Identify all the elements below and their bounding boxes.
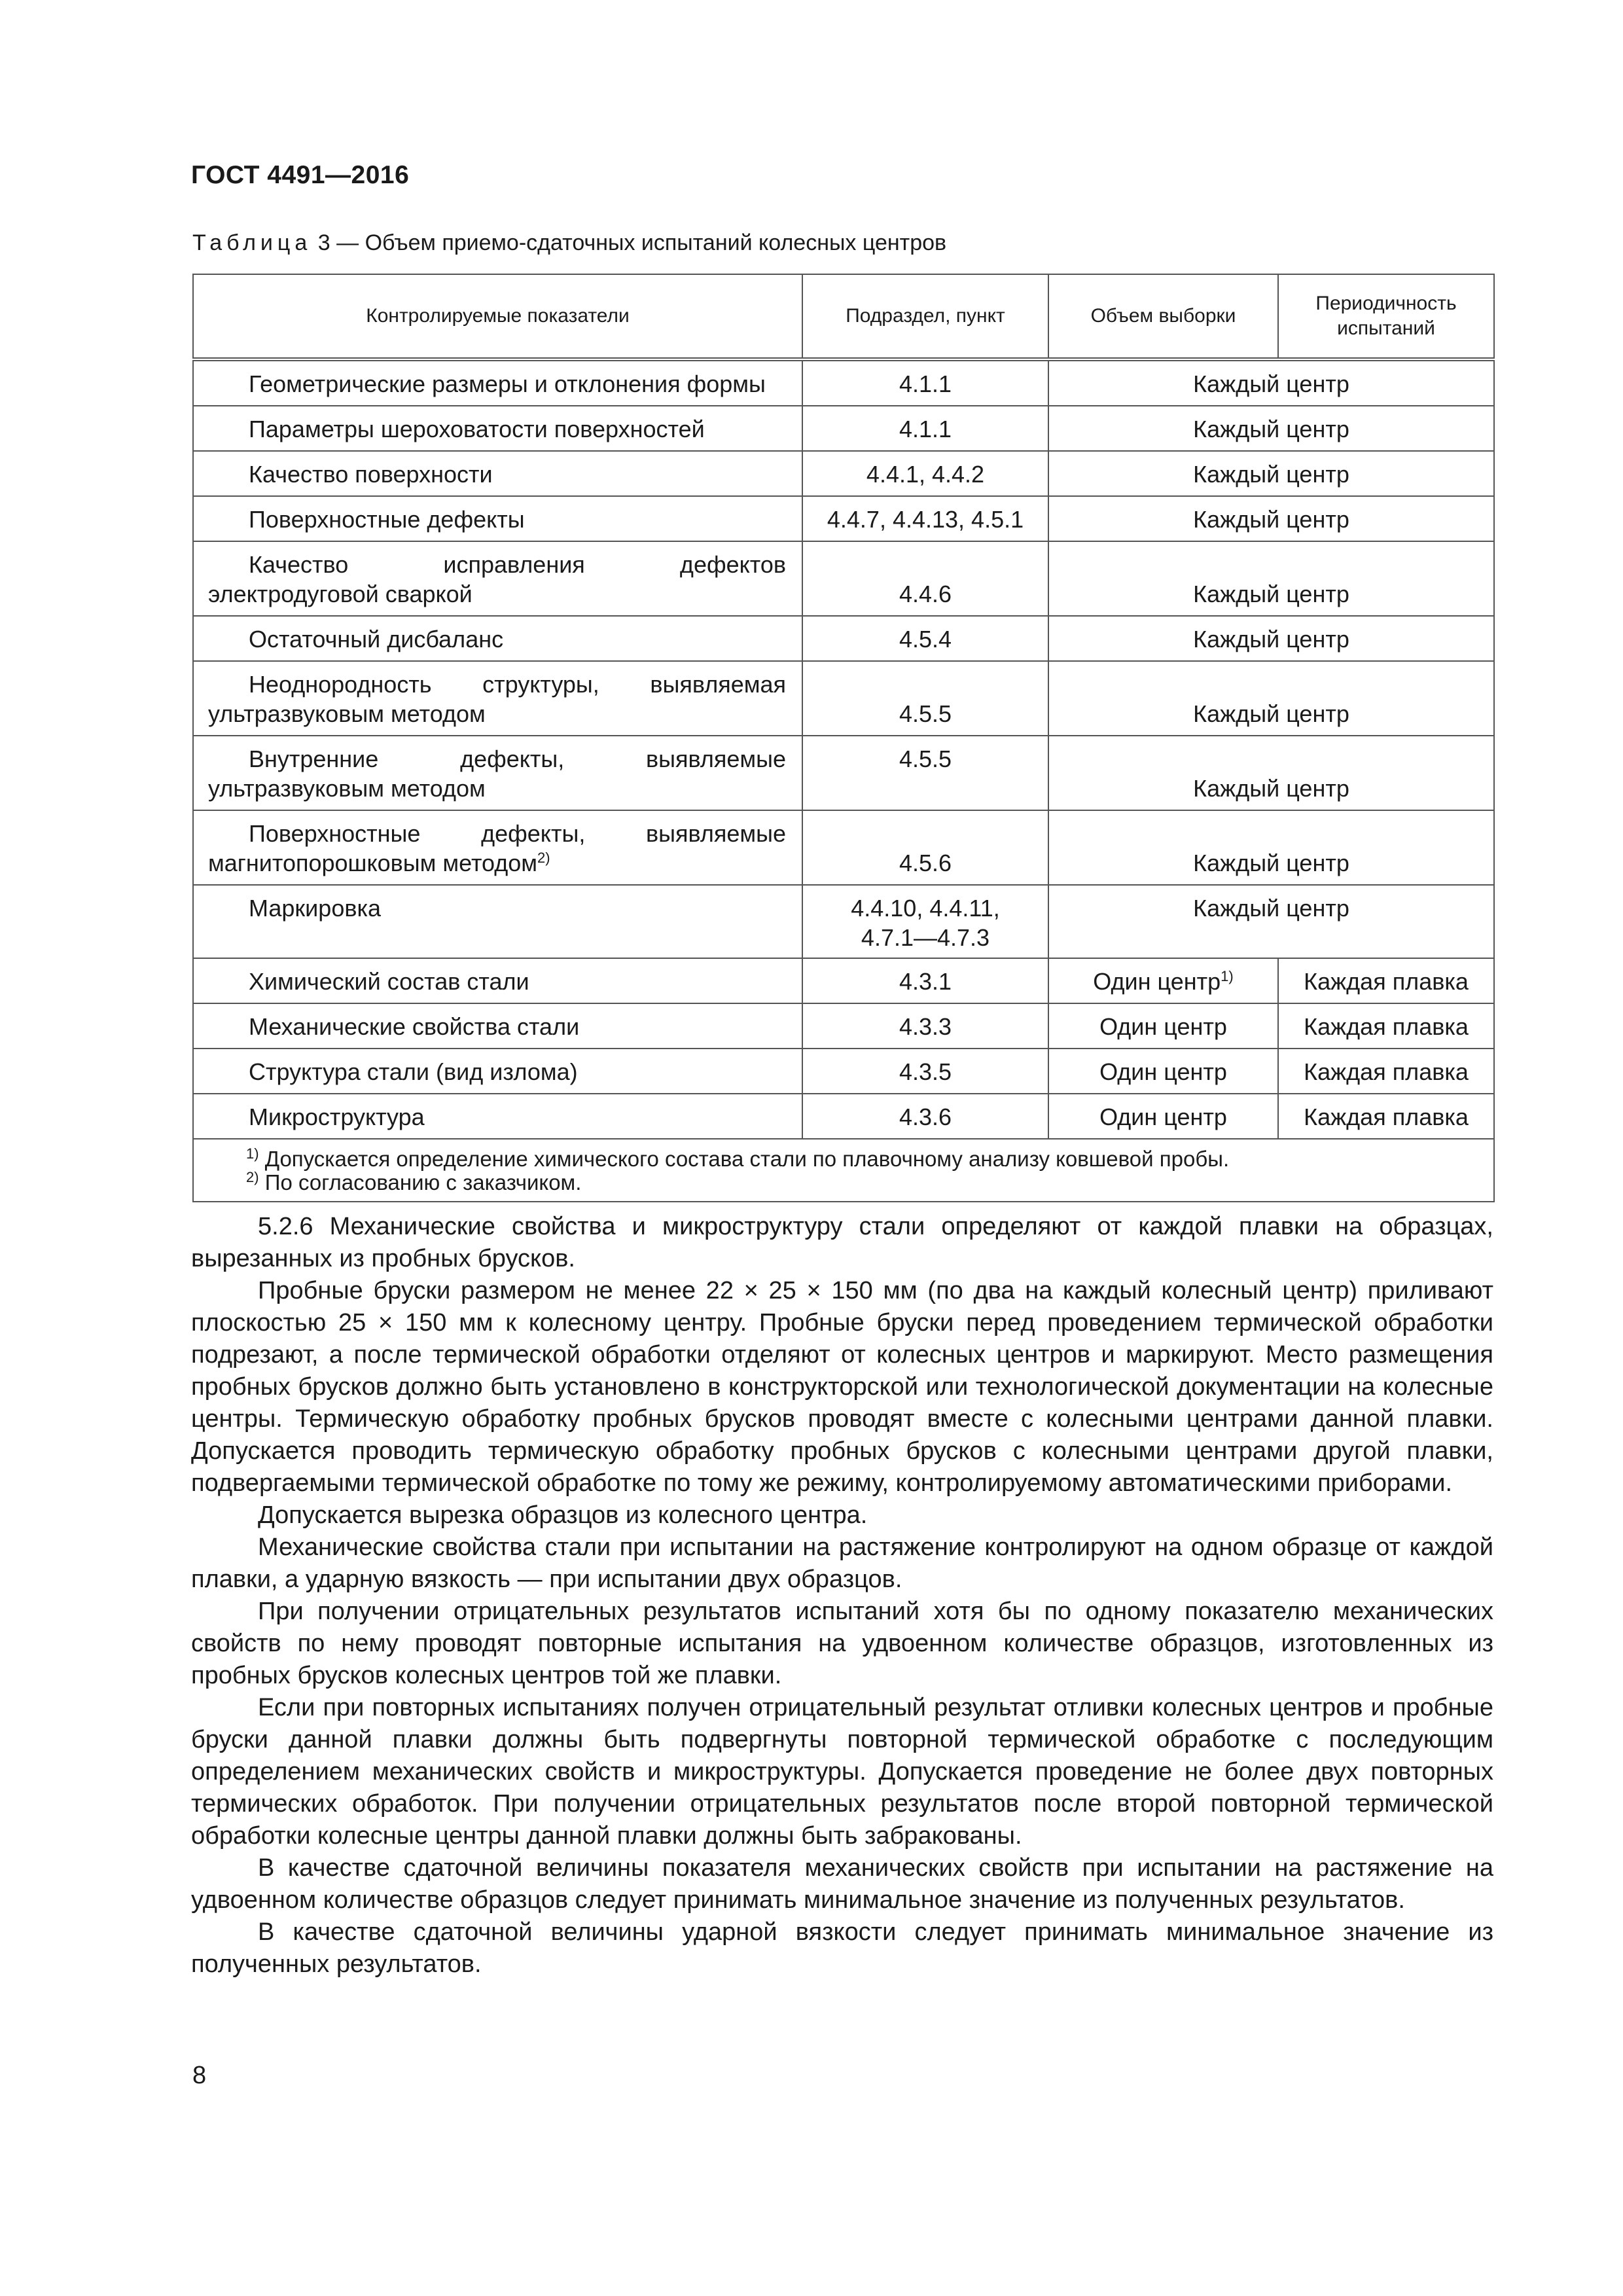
sample-cell: Каждый центр — [1048, 736, 1494, 810]
table-row — [193, 736, 1494, 810]
sample-cell: Каждый центр — [1048, 541, 1494, 616]
table-caption — [192, 230, 946, 256]
periodicity-cell: Каждая плавка — [1278, 1094, 1494, 1139]
clause-line: 4.7.1—4.7.3 — [861, 924, 990, 951]
table-footnote: $^{1)}$ Допускается определение химического состава стали по плавочному анализу ковшевой пробы. — [246, 1145, 1230, 1171]
clause-cell: 4.3.1 — [802, 958, 1048, 1003]
column-header-periodicity: Периодичность испытаний — [1278, 274, 1494, 359]
table-row — [193, 1003, 1494, 1049]
indicator-cell: Неоднородность структуры, выявляемая ультразвуковым методом — [193, 661, 802, 736]
indicator-cell: Геометрические размеры и отклонения формы — [193, 359, 802, 406]
periodicity-cell: Каждая плавка — [1278, 1003, 1494, 1049]
table-row — [193, 406, 1494, 451]
clause-cell: 4.3.6 — [802, 1094, 1048, 1139]
sample-cell: Каждый центр — [1048, 496, 1494, 541]
indicator-cell: Химический состав стали — [193, 958, 802, 1003]
paragraph: В качестве сдаточной величины ударной вязкости следует принимать минимальное значение из полученных результатов. — [191, 1918, 1493, 1978]
indicator-cell: Структура стали (вид излома) — [193, 1049, 802, 1094]
table-row — [193, 958, 1494, 1003]
sample-cell: Каждый центр — [1048, 406, 1494, 451]
sample-cell: Каждый центр — [1048, 810, 1494, 885]
clause-cell: 4.3.5 — [802, 1049, 1048, 1094]
clause-line: 4.4.10, 4.4.11, — [851, 895, 1000, 922]
acceptance-tests-table — [192, 274, 1495, 1202]
table-row — [193, 1094, 1494, 1139]
indicator-cell: Микроструктура — [193, 1094, 802, 1139]
indicator-cell: Поверхностные дефекты, выявляемые магнитопорошковым методом$^{2)}$ — [193, 810, 802, 885]
clause-cell: 4.4.1, 4.4.2 — [802, 451, 1048, 496]
clause-cell: 4.1.1 — [802, 406, 1048, 451]
clause-cell: 4.4.7, 4.4.13, 4.5.1 — [802, 496, 1048, 541]
table-row — [193, 616, 1494, 661]
table-row — [193, 1049, 1494, 1094]
column-header-indicators: Контролируемые показатели — [193, 274, 802, 359]
sample-cell: Один центр — [1048, 1049, 1278, 1094]
paragraph: 5.2.6 Механические свойства и микроструктуру стали определяют от каждой плавки на образцах, вырезанных из пробных брусков. — [191, 1213, 1493, 1272]
sample-cell: Каждый центр — [1048, 451, 1494, 496]
indicator-cell: Поверхностные дефекты — [193, 496, 802, 541]
periodicity-cell: Каждая плавка — [1278, 1049, 1494, 1094]
sample-cell: Один центр — [1048, 1094, 1278, 1139]
table-caption-label: Таблица — [192, 230, 312, 255]
paragraph: В качестве сдаточной величины показателя механических свойств при испытании на растяжение на удвоенном количестве образцов следует принимать минимальное значение из полученных результатов. — [191, 1854, 1493, 1914]
column-header-clause: Подраздел, пункт — [802, 274, 1048, 359]
paragraph: При получении отрицательных результатов испытаний хотя бы по одному показателю механических свойств по нему проводят повторные испытания на удвоенном количестве образцов, изготовленных из пробных брусков колесных центров той же плавки. — [191, 1598, 1493, 1689]
table-caption-text: 3 — Объем приемо-сдаточных испытаний колесных центров — [317, 230, 947, 255]
clause-cell — [802, 885, 1048, 958]
section-5-2-6-text — [191, 1211, 1493, 1981]
page-number: 8 — [192, 2062, 207, 2089]
table-row — [193, 661, 1494, 736]
paragraph: Если при повторных испытаниях получен отрицательный результат отливки колесных центров и пробные бруски данной плавки должны быть подвергнуты повторной термической обработке с последующим определением механических свойств и микроструктуры. Допускается проведение не более двух повторных термических обработок. При получении отрицательных результатов после второй повторной термической обработки колесные центры данной плавки должны быть забракованы. — [191, 1694, 1493, 1850]
clause-cell: 4.4.6 — [802, 541, 1048, 616]
clause-cell: 4.5.5 — [802, 661, 1048, 736]
footnote-ref: 2) — [537, 850, 550, 866]
table-header-row — [193, 274, 1494, 359]
indicator-cell: Механические свойства стали — [193, 1003, 802, 1049]
clause-cell: 4.5.5 — [802, 736, 1048, 810]
footnote-ref: 1) — [1221, 968, 1234, 984]
indicator-cell: Остаточный дисбаланс — [193, 616, 802, 661]
sample-cell: Каждый центр — [1048, 661, 1494, 736]
sample-cell: Один центр — [1048, 1003, 1278, 1049]
sample-cell: Каждый центр — [1048, 359, 1494, 406]
paragraph: Пробные бруски размером не менее 22 × 25 × 150 мм (по два на каждый колесный центр) приливают плоскостью 25 × 150 мм к колесному центру. Пробные бруски перед проведением термической обработки подрезают, а после термической обработки отделяют от колесных центров и маркируют. Место размещения пробных брусков должно быть установлено в конструкторской или технологической документации на колесные центры. Термическую обработку пробных брусков проводят вместе с колесными центрами данной плавки. Допускается проводить термическую обработку пробных брусков с колесными центрами другой плавки, подвергаемыми термической обработке по тому же режиму, контролируемому автоматическими приборами. — [191, 1277, 1493, 1497]
table-row — [193, 496, 1494, 541]
clause-cell: 4.5.6 — [802, 810, 1048, 885]
indicator-cell: Качество исправления дефектов электродуговой сваркой — [193, 541, 802, 616]
sample-cell: Каждый центр — [1048, 885, 1494, 958]
table-row — [193, 885, 1494, 958]
clause-cell: 4.5.4 — [802, 616, 1048, 661]
column-header-sample: Объем выборки — [1048, 274, 1278, 359]
sample-cell: Каждый центр — [1048, 616, 1494, 661]
sample-cell: Один центр$^{1)}$ — [1048, 958, 1278, 1003]
indicator-cell: Качество поверхности — [193, 451, 802, 496]
indicator-cell: Маркировка — [193, 885, 802, 958]
indicator-cell: Внутренние дефекты, выявляемые ультразвуковым методом — [193, 736, 802, 810]
periodicity-cell: Каждая плавка — [1278, 958, 1494, 1003]
clause-cell: 4.3.3 — [802, 1003, 1048, 1049]
paragraph: Механические свойства стали при испытании на растяжение контролируют на одном образце от каждой плавки, а ударную вязкость — при испытании двух образцов. — [191, 1534, 1493, 1593]
paragraph: Допускается вырезка образцов из колесного центра. — [258, 1501, 868, 1529]
clause-cell: 4.1.1 — [802, 359, 1048, 406]
document-header: ГОСТ 4491—2016 — [191, 161, 410, 189]
table-footnote: $^{2)}$ По согласованию с заказчиком. — [246, 1169, 582, 1194]
indicator-cell: Параметры шероховатости поверхностей — [193, 406, 802, 451]
table-row — [193, 451, 1494, 496]
table-row — [193, 359, 1494, 406]
table-footnotes-row — [193, 1139, 1494, 1202]
table-footnotes — [193, 1139, 1494, 1202]
table-row — [193, 810, 1494, 885]
table-row — [193, 541, 1494, 616]
